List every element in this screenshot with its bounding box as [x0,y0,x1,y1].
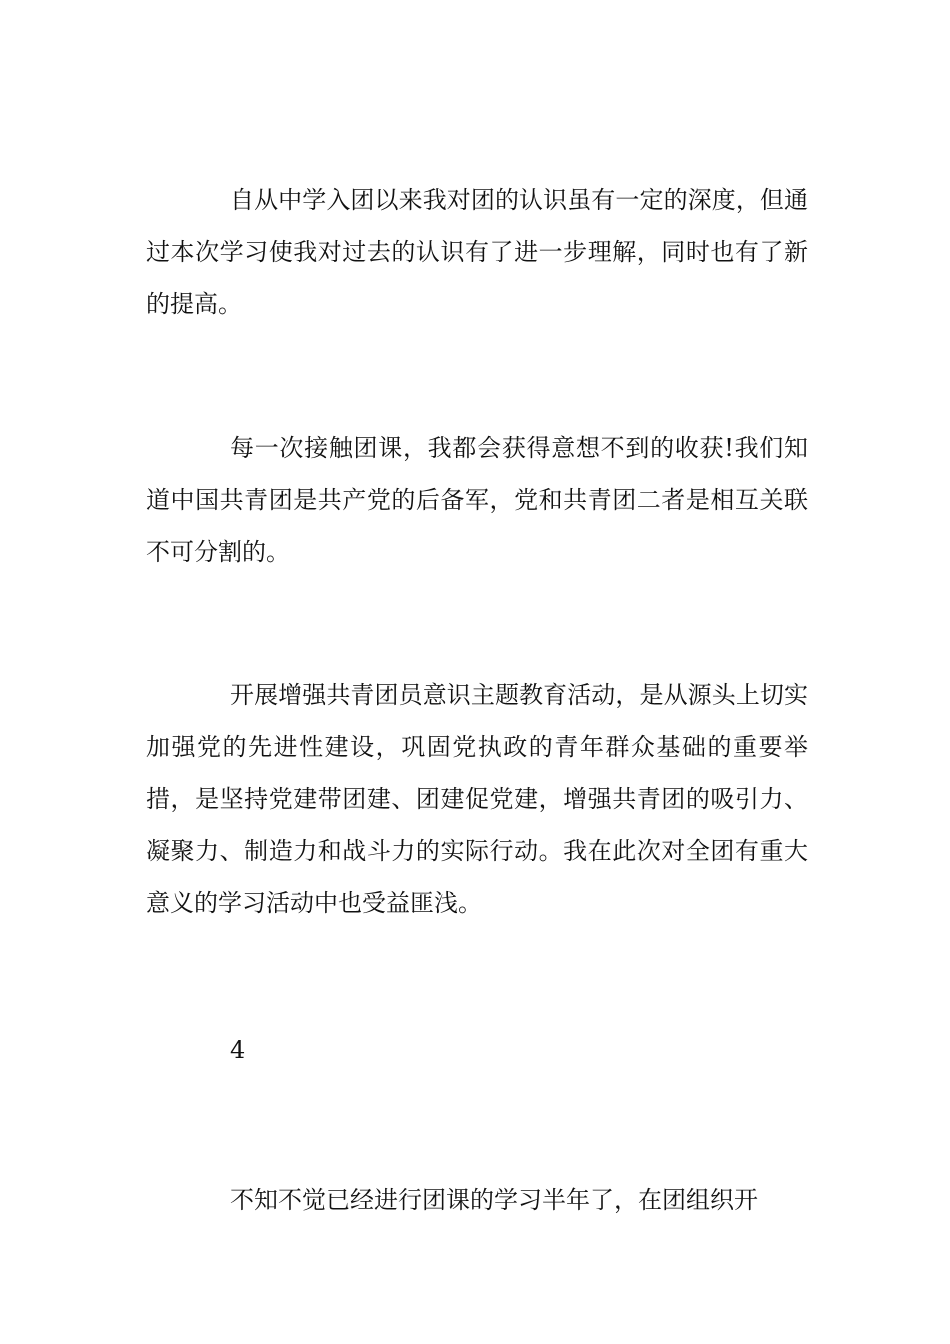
section-number: 4 [230,1036,246,1064]
paragraph-2: 每一次接触团课，我都会获得意想不到的收获!我们知道中国共青团是共产党的后备军，党和共青团二者是相互关联不可分割的。 [146,434,808,566]
paragraph-3: 开展增强共青团员意识主题教育活动，是从源头上切实加强党的先进性建设，巩固党执政的青年群众基础的重要举措，是坚持党建带团建、团建促党建，增强共青团的吸引力、凝聚力、制造力和战斗力的实际行动。我在此次对全团有重大意义的学习活动中也受益匪浅。 [146,681,808,917]
paragraph-4: 不知不觉已经进行团课的学习半年了，在团组织开 [230,1186,758,1214]
paragraph-1: 自从中学入团以来我对团的认识虽有一定的深度，但通过本次学习使我对过去的认识有了进一步理解，同时也有了新的提高。 [146,186,808,318]
